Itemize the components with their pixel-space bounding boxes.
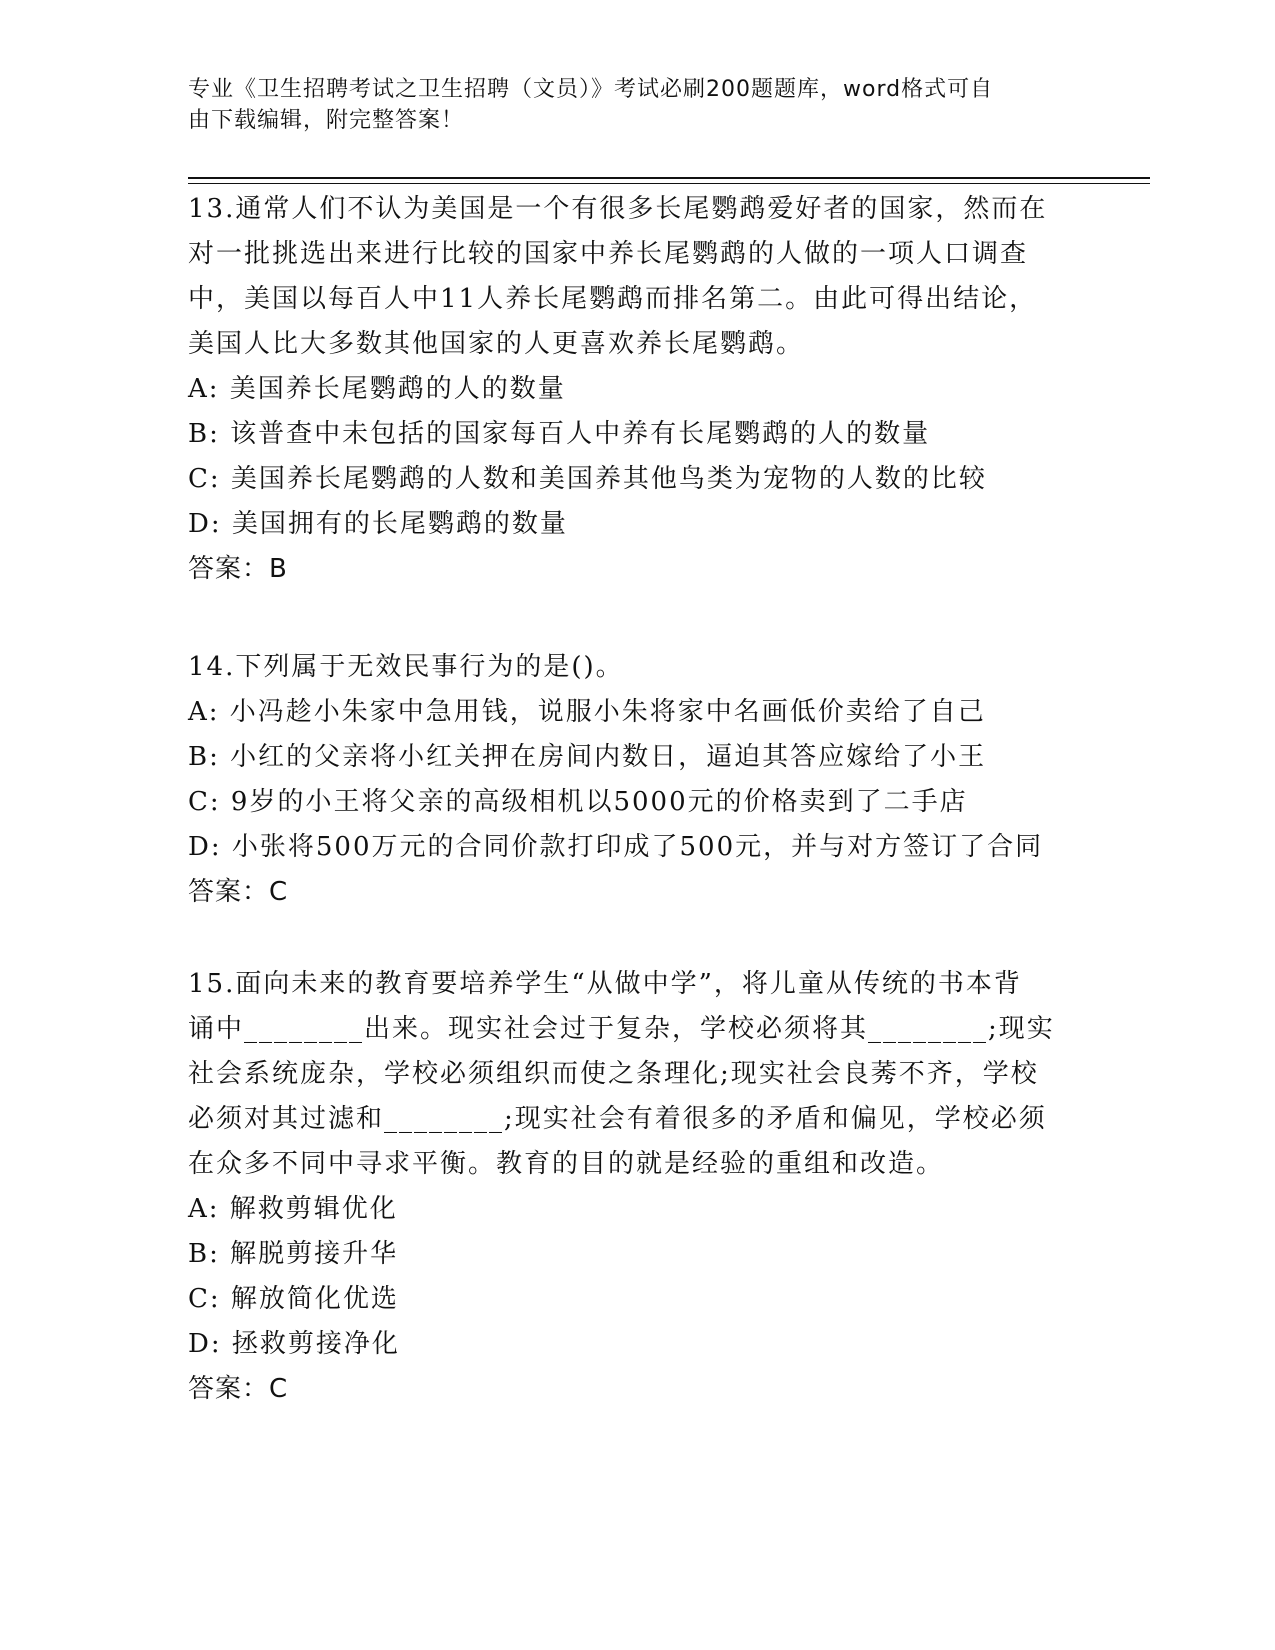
option-a: A: 小冯趁小朱家中急用钱，说服小朱将家中名画低价卖给了自己	[188, 697, 986, 727]
question-stem-line: 美国人比大多数其他国家的人更喜欢养长尾鹦鹉。	[188, 329, 805, 359]
question-stem-line: 13.通常人们不认为美国是一个有很多长尾鹦鹉爱好者的国家，然而在	[188, 194, 1048, 224]
header-line-2: 由下载编辑，附完整答案！	[188, 108, 465, 133]
option-b: B: 解脱剪接升华	[188, 1239, 399, 1269]
question-14	[188, 645, 1088, 915]
question-stem-line: 14.下列属于无效民事行为的是()。	[188, 652, 624, 682]
option-a: A: 解救剪辑优化	[188, 1194, 398, 1224]
header-line-1: 专业《卫生招聘考试之卫生招聘（文员）》考试必刷200题题库，word格式可自	[188, 77, 994, 102]
option-b: B: 小红的父亲将小红关押在房间内数日，逼迫其答应嫁给了小王	[188, 742, 987, 772]
question-stem-line: 15.面向未来的教育要培养学生“从做中学”，将儿童从传统的书本背	[188, 969, 1022, 999]
header-divider-thin	[188, 183, 1150, 184]
option-c: C: 美国养长尾鹦鹉的人数和美国养其他鸟类为宠物的人数的比较	[188, 464, 987, 494]
question-stem-line: 对一批挑选出来进行比较的国家中养长尾鹦鹉的人做的一项人口调查	[188, 239, 1029, 269]
question-15	[188, 962, 1088, 1412]
option-d: D: 拯救剪接净化	[188, 1329, 400, 1359]
answer-label: 答案：C	[188, 877, 289, 907]
question-stem-line: 必须对其过滤和________;现实社会有着很多的矛盾和偏见，学校必须	[188, 1104, 1047, 1134]
question-stem-line: 社会系统庞杂，学校必须组织而使之条理化;现实社会良莠不齐，学校	[188, 1059, 1039, 1089]
option-a: A: 美国养长尾鹦鹉的人的数量	[188, 374, 566, 404]
answer-label: 答案：B	[188, 554, 288, 584]
option-c: C: 9岁的小王将父亲的高级相机以5000元的价格卖到了二手店	[188, 787, 968, 817]
option-c: C: 解放简化优选	[188, 1284, 399, 1314]
header-divider-thick	[188, 177, 1150, 179]
option-d: D: 美国拥有的长尾鹦鹉的数量	[188, 509, 568, 539]
document-header	[188, 74, 1088, 136]
question-stem-line: 中，美国以每百人中11人养长尾鹦鹉而排名第二。由此可得出结论，	[188, 284, 1038, 314]
question-13	[188, 187, 1088, 592]
question-stem-line: 诵中________出来。现实社会过于复杂，学校必须将其________;现实	[188, 1014, 1055, 1044]
answer-label: 答案：C	[188, 1374, 289, 1404]
option-d: D: 小张将500万元的合同价款打印成了500元，并与对方签订了合同	[188, 832, 1044, 862]
option-b: B: 该普查中未包括的国家每百人中养有长尾鹦鹉的人的数量	[188, 419, 931, 449]
question-stem-line: 在众多不同中寻求平衡。教育的目的就是经验的重组和改造。	[188, 1149, 945, 1179]
